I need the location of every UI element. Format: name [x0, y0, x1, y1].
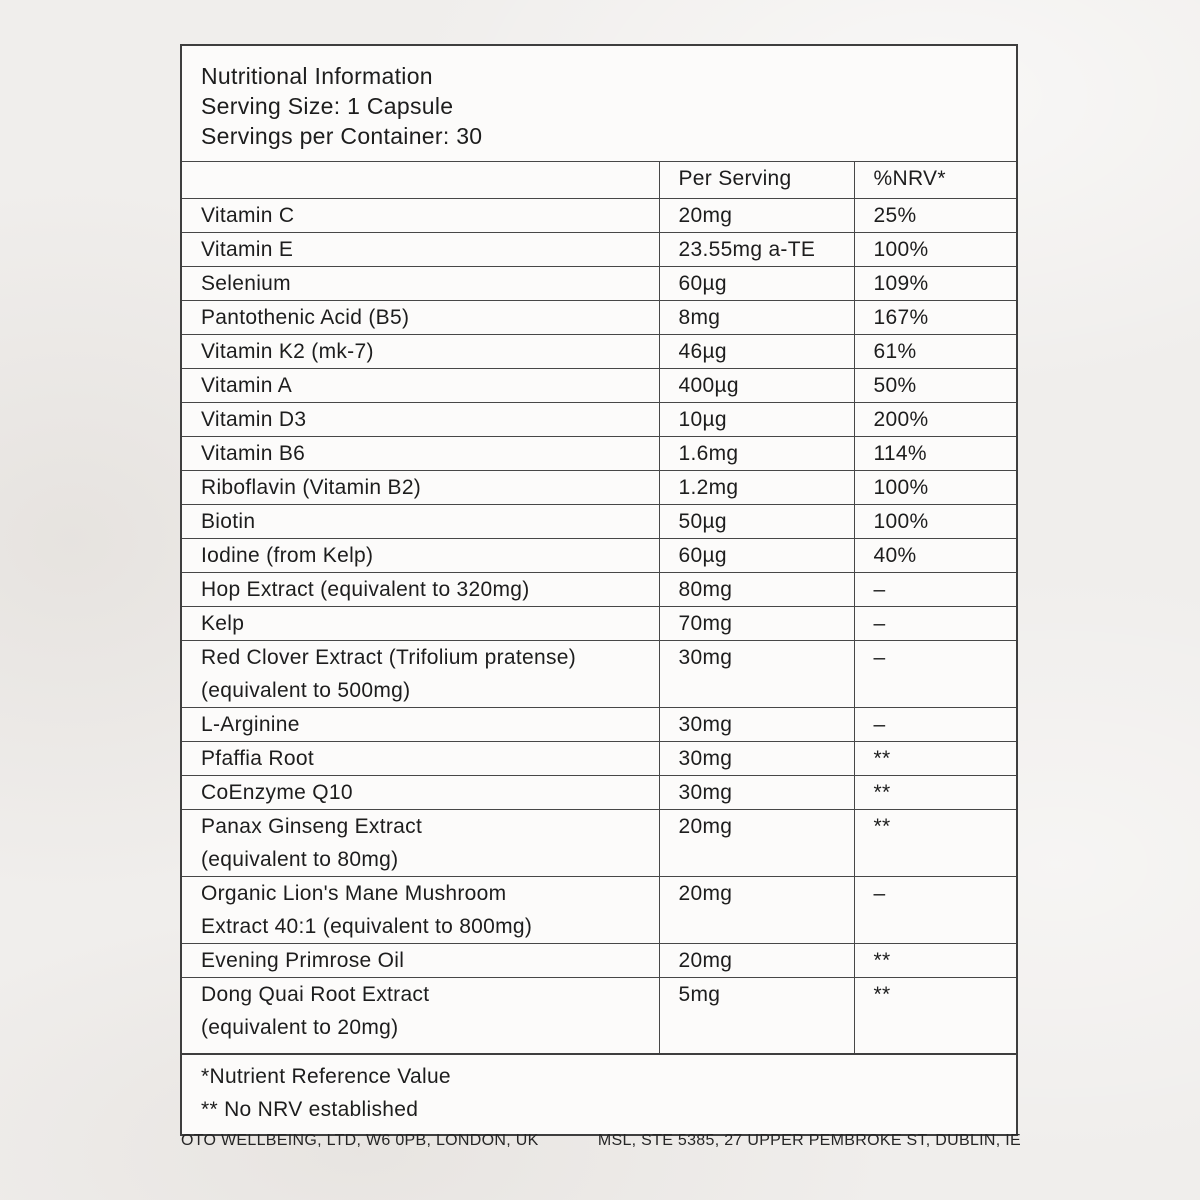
- nutrient-name: Selenium: [182, 267, 659, 301]
- nutrient-amount: 20mg: [659, 199, 854, 233]
- nutrient-amount: 5mg: [659, 978, 854, 1055]
- nutrient-name: Vitamin D3: [182, 403, 659, 437]
- column-header-nrv: %NRV*: [854, 162, 1016, 199]
- table-row: [182, 742, 1016, 776]
- table-row: [182, 944, 1016, 978]
- table-row: [182, 810, 1016, 877]
- nutrient-amount: 23.55mg a-TE: [659, 233, 854, 267]
- nutrient-amount: 46µg: [659, 335, 854, 369]
- footnote-no-nrv: ** No NRV established: [201, 1098, 419, 1121]
- nutrient-amount: 60µg: [659, 539, 854, 573]
- column-header-empty: [182, 162, 659, 199]
- column-header-per-serving: Per Serving: [659, 162, 854, 199]
- nutrient-name: Evening Primrose Oil: [182, 944, 659, 978]
- nutrient-amount: 20mg: [659, 877, 854, 944]
- nutrient-name: Red Clover Extract (Trifolium pratense) (equivalent to 500mg): [182, 641, 659, 708]
- table-row: [182, 471, 1016, 505]
- table-row: [182, 335, 1016, 369]
- nutrient-name: CoEnzyme Q10: [182, 776, 659, 810]
- nutrient-amount: 10µg: [659, 403, 854, 437]
- nutrient-name: Dong Quai Root Extract (equivalent to 20mg): [182, 978, 659, 1055]
- nutrient-amount: 30mg: [659, 742, 854, 776]
- nutrient-amount: 30mg: [659, 708, 854, 742]
- nutrient-nrv: –: [854, 573, 1016, 607]
- nutrient-nrv: **: [854, 810, 1016, 877]
- nutrient-nrv: 100%: [854, 233, 1016, 267]
- nutrient-name: Pantothenic Acid (B5): [182, 301, 659, 335]
- servings-per-container: Servings per Container: 30: [201, 123, 483, 149]
- nutrient-nrv: 100%: [854, 471, 1016, 505]
- nutrient-amount: 20mg: [659, 944, 854, 978]
- nutrition-table: [182, 162, 1016, 1134]
- table-row: [182, 776, 1016, 810]
- label-title: Nutritional Information: [201, 63, 433, 89]
- nutrient-nrv: 40%: [854, 539, 1016, 573]
- label-header: [182, 46, 1016, 162]
- nutrient-nrv: 25%: [854, 199, 1016, 233]
- table-row: [182, 539, 1016, 573]
- nutrient-amount: 20mg: [659, 810, 854, 877]
- nutrient-name: Organic Lion's Mane Mushroom Extract 40:1 (equivalent to 800mg): [182, 877, 659, 944]
- nutrient-nrv: 109%: [854, 267, 1016, 301]
- table-row: [182, 607, 1016, 641]
- table-row: [182, 978, 1016, 1055]
- nutrient-amount: 1.6mg: [659, 437, 854, 471]
- nutrient-nrv: 100%: [854, 505, 1016, 539]
- nutrient-nrv: 61%: [854, 335, 1016, 369]
- nutrient-nrv: 167%: [854, 301, 1016, 335]
- nutrient-amount: 70mg: [659, 607, 854, 641]
- nutrient-name: Pfaffia Root: [182, 742, 659, 776]
- nutrient-amount: 60µg: [659, 267, 854, 301]
- nutrient-name: Vitamin E: [182, 233, 659, 267]
- table-row: [182, 267, 1016, 301]
- nutrient-name: Vitamin C: [182, 199, 659, 233]
- footer-address-ie: MSL, STE 5385, 27 UPPER PEMBROKE ST, DUBLIN, IE: [597, 1132, 1021, 1149]
- nutrient-amount: 400µg: [659, 369, 854, 403]
- nutrient-amount: 30mg: [659, 776, 854, 810]
- nutrient-name: Kelp: [182, 607, 659, 641]
- table-row: [182, 708, 1016, 742]
- table-row: [182, 641, 1016, 708]
- table-row: [182, 403, 1016, 437]
- nutrition-label: [180, 44, 1018, 1136]
- nutrient-nrv: –: [854, 641, 1016, 708]
- nutrient-name: Vitamin B6: [182, 437, 659, 471]
- nutrient-name: Vitamin A: [182, 369, 659, 403]
- footnotes: [182, 1054, 1016, 1134]
- nutrient-name: L-Arginine: [182, 708, 659, 742]
- nutrient-name: Iodine (from Kelp): [182, 539, 659, 573]
- nutrient-nrv: –: [854, 708, 1016, 742]
- table-row: [182, 437, 1016, 471]
- nutrient-nrv: –: [854, 607, 1016, 641]
- footer-addresses: [181, 1128, 1021, 1154]
- nutrient-amount: 8mg: [659, 301, 854, 335]
- nutrient-amount: 30mg: [659, 641, 854, 708]
- nutrient-amount: 50µg: [659, 505, 854, 539]
- footer-address-uk: OTO WELLBEING, LTD, W6 0PB, LONDON, UK: [181, 1132, 539, 1149]
- table-row: [182, 877, 1016, 944]
- nutrient-name: Riboflavin (Vitamin B2): [182, 471, 659, 505]
- table-header-row: [182, 162, 1016, 199]
- nutrient-amount: 1.2mg: [659, 471, 854, 505]
- table-row: [182, 573, 1016, 607]
- nutrient-nrv: 114%: [854, 437, 1016, 471]
- nutrient-nrv: **: [854, 776, 1016, 810]
- nutrient-name: Panax Ginseng Extract (equivalent to 80mg): [182, 810, 659, 877]
- nutrient-nrv: 200%: [854, 403, 1016, 437]
- footnote-row: [182, 1054, 1016, 1134]
- nutrient-nrv: **: [854, 742, 1016, 776]
- nutrient-nrv: 50%: [854, 369, 1016, 403]
- table-row: [182, 369, 1016, 403]
- table-row: [182, 233, 1016, 267]
- nutrient-nrv: **: [854, 978, 1016, 1055]
- nutrient-nrv: **: [854, 944, 1016, 978]
- table-row: [182, 199, 1016, 233]
- table-row: [182, 301, 1016, 335]
- table-row: [182, 505, 1016, 539]
- serving-size: Serving Size: 1 Capsule: [201, 93, 454, 119]
- nutrient-name: Biotin: [182, 505, 659, 539]
- nutrient-amount: 80mg: [659, 573, 854, 607]
- footnote-nrv-definition: *Nutrient Reference Value: [201, 1065, 451, 1088]
- nutrient-nrv: –: [854, 877, 1016, 944]
- nutrient-name: Hop Extract (equivalent to 320mg): [182, 573, 659, 607]
- nutrient-name: Vitamin K2 (mk-7): [182, 335, 659, 369]
